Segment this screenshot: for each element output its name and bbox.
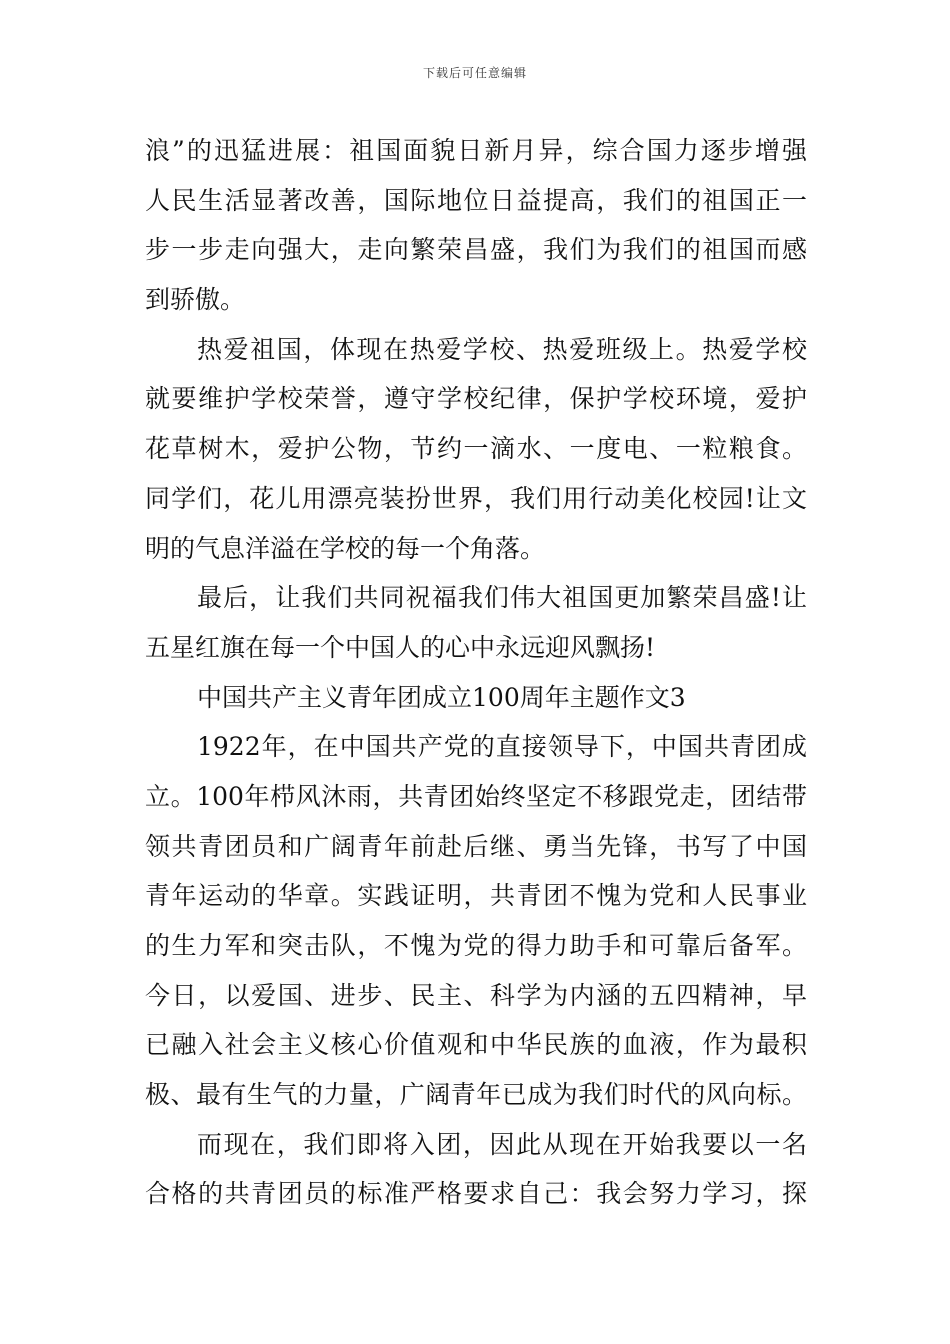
text-line: 浪”的迅猛进展：祖国面貌日新月异，综合国力逐步增强	[145, 136, 807, 165]
header-note: 下载后可任意编辑	[422, 66, 527, 80]
text-line: 青年运动的华章。实践证明，共青团不愧为党和人民事业	[145, 881, 807, 911]
text-line: 已融入社会主义核心价值观和中华民族的血液，作为最积	[145, 1030, 807, 1060]
text-line: 最后，让我们共同祝福我们伟大祖国更加繁荣昌盛!让	[197, 583, 807, 613]
text-line: 步一步走向强大，走向繁荣昌盛，我们为我们的祖国而感	[145, 235, 807, 265]
text-line: 极、最有生气的力量，广阔青年已成为我们时代的风向标。	[145, 1080, 807, 1110]
section-heading: 中国共产主义青年团成立100周年主题作文3	[197, 682, 686, 712]
text-line: 合格的共青团员的标准严格要求自己：我会努力学习，探	[145, 1179, 807, 1209]
text-line: 1922年，在中国共产党的直接领导下，中国共青团成	[197, 732, 807, 762]
text-line: 同学们，花儿用漂亮装扮世界，我们用行动美化校园!让文	[145, 483, 807, 513]
text-line: 五星红旗在每一个中国人的心中永远迎风飘扬!	[145, 632, 656, 662]
text-line: 到骄傲。	[145, 285, 246, 315]
body-text	[145, 126, 807, 1219]
text-line: 今日，以爱国、进步、民主、科学为内涵的五四精神，早	[145, 980, 807, 1010]
text-line: 人民生活显著改善，国际地位日益提高，我们的祖国正一	[145, 185, 807, 215]
text-line: 领共青团员和广阔青年前赴后继、勇当先锋，书写了中国	[145, 831, 807, 861]
text-line: 就要维护学校荣誉，遵守学校纪律，保护学校环境，爱护	[145, 384, 807, 414]
text-line: 热爱祖国，体现在热爱学校、热爱班级上。热爱学校	[197, 334, 807, 364]
text-line: 立。100年栉风沐雨，共青团始终坚定不移跟党走，团结带	[145, 781, 807, 811]
text-line: 明的气息洋溢在学校的每一个角落。	[145, 533, 546, 563]
text-line: 而现在，我们即将入团，因此从现在开始我要以一名	[197, 1129, 807, 1159]
text-line: 花草树木，爱护公物，节约一滴水、一度电、一粒粮食。	[145, 434, 807, 464]
text-line: 的生力军和突击队，不愧为党的得力助手和可靠后备军。	[145, 931, 807, 960]
